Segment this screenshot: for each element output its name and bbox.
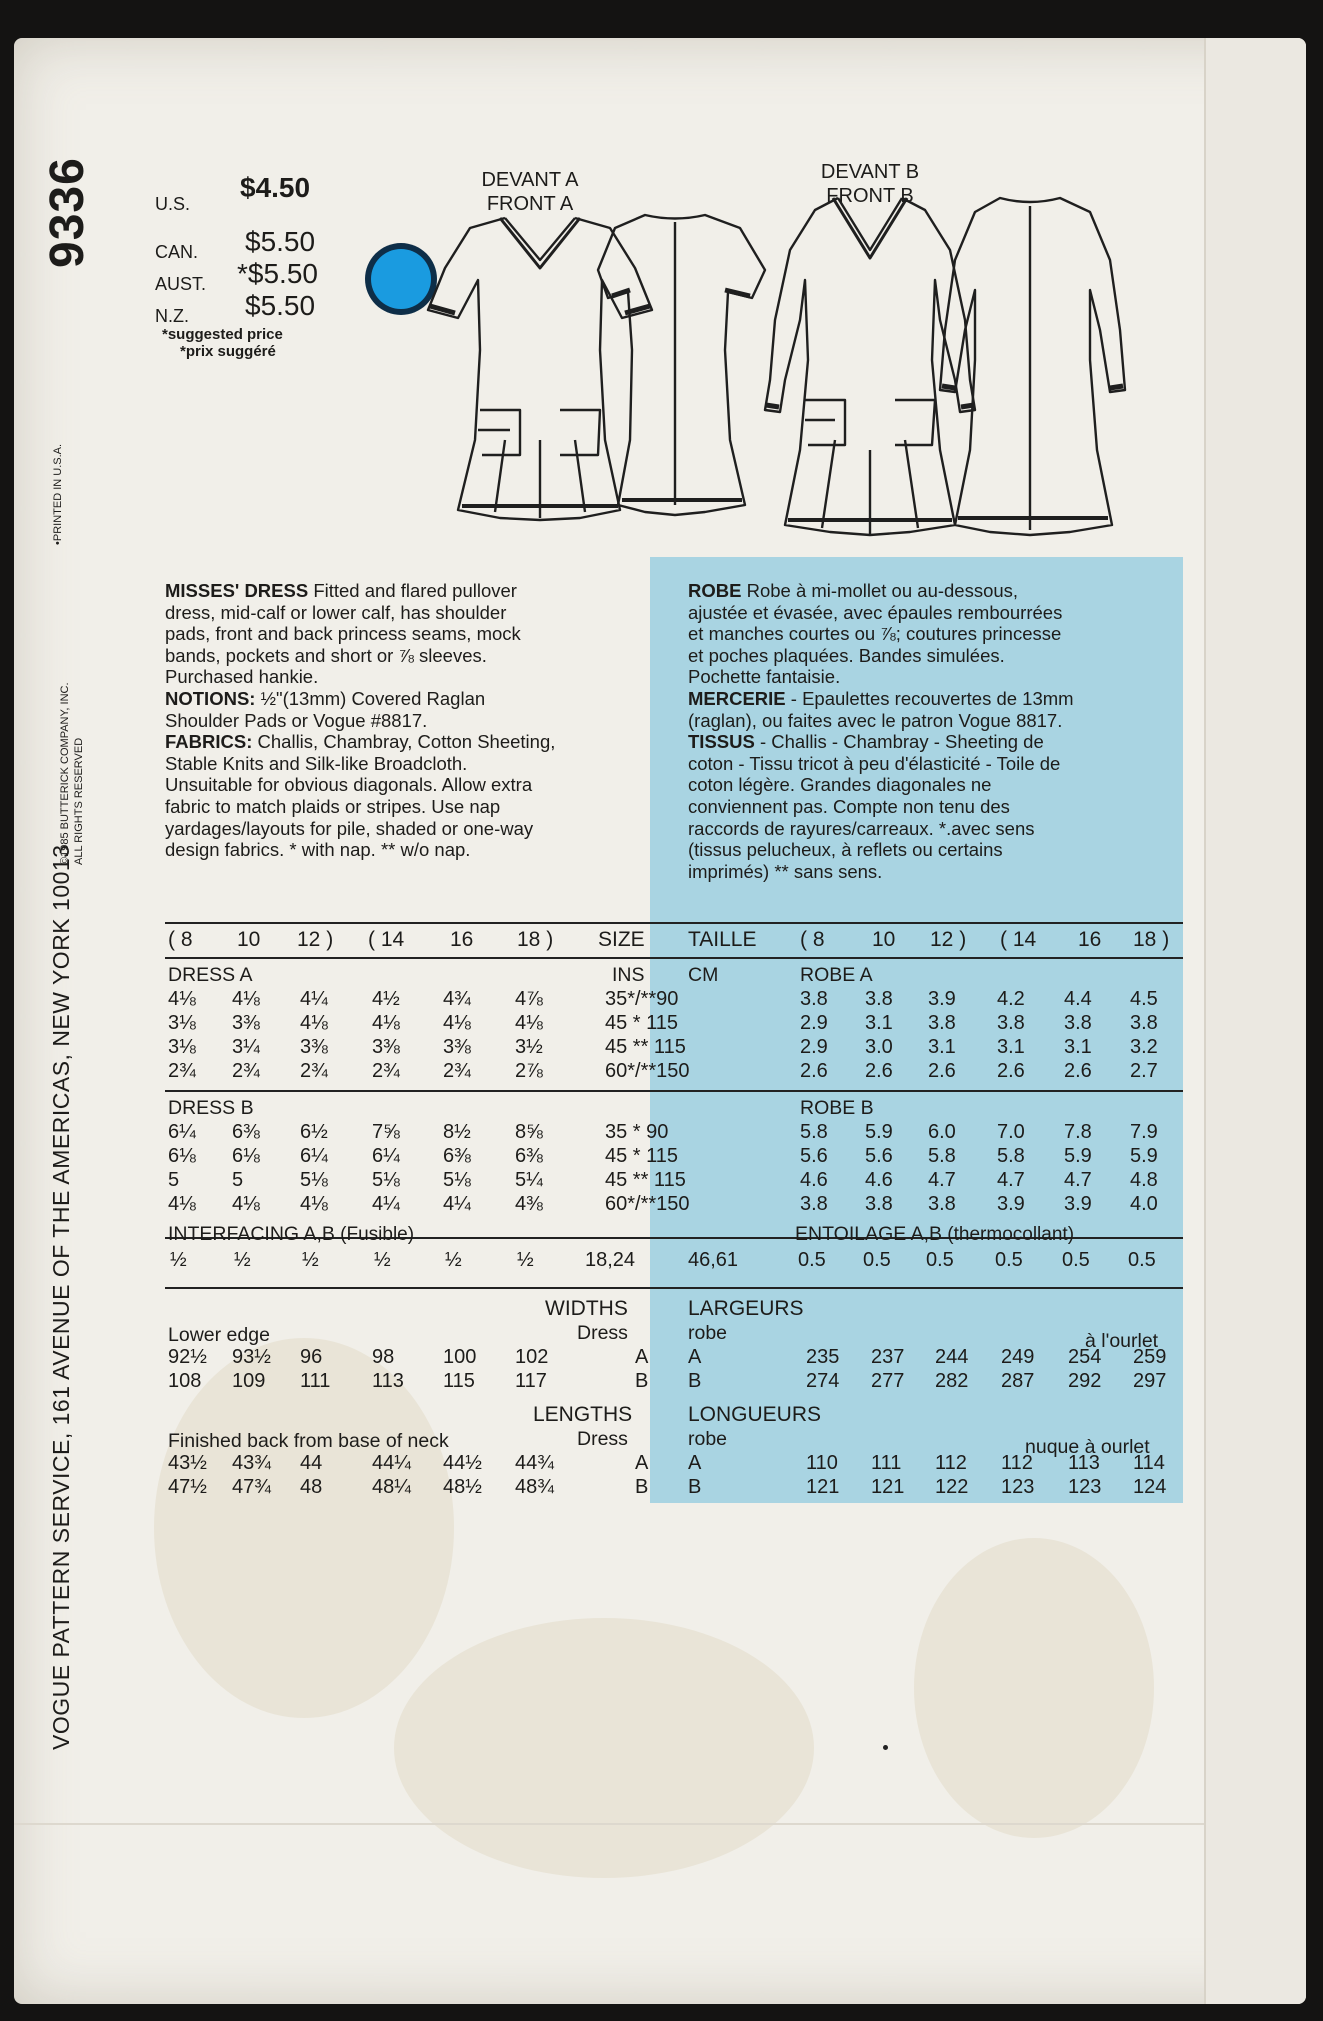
table-rule-interfacing: [165, 1287, 1183, 1289]
yardage-cell: 4⅛: [300, 1012, 328, 1034]
yardage-cell: 5⅛: [372, 1169, 400, 1191]
size-fr-10: 10: [872, 928, 896, 951]
meterage-cell: 4.8: [1130, 1169, 1158, 1191]
description-line: ajustée et évasée, avec épaules rembourrées: [688, 601, 1063, 623]
fabrics-label: FABRICS:: [165, 731, 253, 753]
meterage-cell: 3.8: [928, 1012, 956, 1034]
entoilage-label: ENTOILAGE A,B: [795, 1223, 943, 1245]
description-title-en: MISSES' DRESS: [165, 580, 309, 601]
size-en-18: 18 ): [517, 928, 554, 951]
meterage-cell: 3.8: [865, 1193, 893, 1215]
measure-cm-cell: 297: [1133, 1370, 1167, 1392]
yardage-cell: 2¾: [372, 1060, 400, 1082]
mercerie-label: MERCERIE: [688, 687, 786, 709]
measure-in-cell: 44¼: [372, 1452, 411, 1474]
yardage-cell: 6¼: [372, 1145, 400, 1167]
entoilage-note: (thermocollant): [942, 1224, 1075, 1245]
yardage-cell: 4⅛: [300, 1193, 328, 1215]
fabric-width: 45 * 115: [605, 1145, 679, 1167]
meterage-cell: 5.8: [928, 1145, 956, 1167]
yardage-cell: 4½: [372, 988, 400, 1010]
yardage-cell: 4⅛: [232, 1193, 260, 1215]
measure-in-cell: 44½: [443, 1452, 482, 1474]
view-label-fr: DEVANT B: [820, 161, 920, 183]
interfacing-yd-cell: ½: [302, 1249, 319, 1271]
measure-cm-cell: 249: [1001, 1346, 1035, 1368]
tissus-label: TISSUS: [688, 731, 755, 753]
measure-in-cell: 111: [300, 1370, 331, 1392]
yardage-cell: 4⅜: [515, 1193, 543, 1215]
description-line: Pochette fantaisie.: [688, 666, 841, 688]
size-fr-8: ( 8: [800, 928, 825, 951]
yardage-cell: 3⅜: [232, 1012, 260, 1034]
measure-cm-cell: 254: [1068, 1346, 1102, 1368]
meterage-cell: 4.6: [800, 1169, 828, 1191]
measure-cm-cell: 121: [871, 1476, 905, 1498]
price-amount: $5.50: [245, 226, 316, 257]
size-en-12: 12 ): [297, 928, 334, 951]
meterage-cell: 4.7: [1064, 1169, 1092, 1191]
size-en-10: 10: [237, 928, 261, 951]
yardage-cell: 8⅝: [515, 1121, 543, 1143]
measure-cm-cell: 277: [871, 1370, 905, 1392]
interfacing-m-cell: 0.5: [926, 1249, 954, 1271]
measure-in-cell: 100: [443, 1346, 477, 1368]
fabrics-text: Stable Knits and Silk-like Broadcloth.: [165, 752, 468, 774]
measure-cm-cell: 114: [1133, 1452, 1165, 1474]
measure-cm-cell: 292: [1068, 1370, 1102, 1392]
table-rule-header: [165, 957, 1183, 959]
view-letter: A: [635, 1452, 649, 1474]
yardage-cell: 2¾: [168, 1060, 196, 1082]
price-label: AUST.: [155, 274, 207, 294]
publisher-address: VOGUE PATTERN SERVICE, 161 AVENUE OF THE AMERICAS, NEW YORK 10013: [48, 844, 74, 1750]
meterage-cell: 4.7: [997, 1169, 1025, 1191]
description-en: [165, 580, 640, 861]
fabrics-text: Unsuitable for obvious diagonals. Allow extra: [165, 774, 533, 796]
widths-title: WIDTHS: [545, 1297, 628, 1320]
yardage-cell: 2⅞: [515, 1060, 543, 1082]
yardage-cell: 4⅛: [372, 1012, 400, 1034]
view-letter: B: [635, 1476, 649, 1498]
fabrics-text: yardages/layouts for pile, shaded or one-way: [165, 817, 534, 839]
meterage-cell: 3.2: [1130, 1036, 1158, 1058]
view-letter: B: [688, 1370, 702, 1392]
view-label-fr: DEVANT A: [481, 169, 579, 191]
meterage-cell: 5.6: [865, 1145, 893, 1167]
fabric-width: 60*/**150: [605, 1060, 690, 1082]
lengths-sub-en: Finished back from base of neck: [168, 1430, 449, 1452]
measure-cm-cell: 111: [871, 1452, 902, 1474]
price-label: N.Z.: [155, 306, 189, 326]
measure-cm-cell: 282: [935, 1370, 969, 1392]
dress-a-back-drawing: [598, 215, 765, 515]
yardage-cell: 4¾: [443, 988, 471, 1010]
description-line: et manches courtes ou ⅞; coutures princesse: [688, 623, 1062, 645]
measure-cm-cell: 112: [1001, 1452, 1033, 1474]
size-en-14: ( 14: [368, 928, 405, 951]
meterage-cell: 3.8: [800, 988, 828, 1010]
meterage-cell: 3.8: [800, 1193, 828, 1215]
tissus-text: conviennent pas. Compte non tenu des: [688, 795, 1010, 817]
measure-in-cell: 48: [300, 1476, 323, 1498]
view-letter: A: [635, 1346, 649, 1368]
meterage-cell: 4.5: [1130, 988, 1158, 1010]
measure-in-cell: 92½: [168, 1346, 207, 1368]
notions-text: ½"(13mm) Covered Raglan: [255, 687, 486, 709]
view-label-en: FRONT A: [486, 193, 574, 215]
meterage-cell: 2.7: [1130, 1060, 1158, 1082]
measure-cm-cell: 259: [1133, 1346, 1167, 1368]
copyright-line-2: ALL RIGHTS RESERVED: [73, 737, 85, 865]
yardage-cell: 2¾: [443, 1060, 471, 1082]
meterage-cell: 2.9: [800, 1036, 828, 1058]
interfacing-label-fr: [795, 1223, 1074, 1246]
yardage-cell: 3⅜: [443, 1036, 471, 1058]
meterage-cell: 6.0: [928, 1121, 956, 1143]
ink-speck: [883, 1745, 888, 1750]
yardage-cell: 5: [168, 1169, 180, 1191]
yardage-cell: 3⅛: [168, 1012, 196, 1034]
size-fr-16: 16: [1078, 928, 1102, 951]
pattern-number: 9336: [41, 157, 94, 268]
meterage-cell: 4.2: [997, 988, 1025, 1010]
meterage-cell: 7.8: [1064, 1121, 1092, 1143]
measure-in-cell: 44¾: [515, 1452, 554, 1474]
tissus-text: - Challis - Chambray - Sheeting de: [754, 731, 1044, 753]
dress-b-label: DRESS B: [168, 1097, 254, 1119]
measure-in-cell: 43¾: [232, 1452, 271, 1474]
yardage-cell: 4⅛: [168, 988, 196, 1010]
yardage-cell: 3⅜: [300, 1036, 328, 1058]
meterage-cell: 3.1: [865, 1012, 893, 1034]
measure-cm-cell: 122: [935, 1476, 969, 1498]
measure-in-cell: 93½: [232, 1346, 271, 1368]
fabrics-text: design fabrics. * with nap. ** w/o nap.: [165, 839, 471, 861]
yardage-cell: 6⅜: [232, 1121, 260, 1143]
price-amount: $4.50: [240, 172, 311, 203]
view-label-en: FRONT B: [826, 185, 914, 207]
notions-text: Shoulder Pads or Vogue #8817.: [165, 709, 428, 731]
unit-cm: CM: [688, 964, 719, 986]
yardage-cell: 4⅛: [443, 1012, 471, 1034]
meterage-cell: 5.8: [800, 1121, 828, 1143]
meterage-cell: 5.8: [997, 1145, 1025, 1167]
price-label: U.S.: [155, 194, 191, 214]
meterage-cell: 3.1: [928, 1036, 956, 1058]
interfacing-m-cell: 0.5: [863, 1249, 891, 1271]
meterage-cell: 3.8: [997, 1012, 1025, 1034]
measure-cm-cell: 237: [871, 1346, 905, 1368]
garment-illustrations: [0, 0, 1323, 560]
yardage-cell: 6⅜: [443, 1145, 471, 1167]
interfacing-width-in: 18,24: [585, 1249, 636, 1271]
copyright-line-1: ©1985 BUTTERICK COMPANY, INC.: [59, 682, 71, 865]
measure-cm-cell: 121: [806, 1476, 840, 1498]
measure-cm-cell: 112: [935, 1452, 967, 1474]
tissus-text: imprimés) ** sans sens.: [688, 860, 883, 882]
yardage-cell: 8½: [443, 1121, 471, 1143]
size-fr-18: 18 ): [1133, 928, 1170, 951]
size-label: SIZE: [598, 928, 645, 951]
yardage-cell: 6¼: [300, 1145, 328, 1167]
printed-in: •PRINTED IN U.S.A.: [52, 443, 64, 545]
measure-in-cell: 117: [515, 1370, 547, 1392]
fabric-width: 35*/**90: [605, 988, 679, 1010]
interfacing-yd-cell: ½: [374, 1249, 391, 1271]
interfacing-m-cell: 0.5: [798, 1249, 826, 1271]
yardage-cell: 4⅛: [515, 1012, 543, 1034]
measure-in-cell: 47½: [168, 1476, 207, 1498]
measure-in-cell: 48¼: [372, 1476, 411, 1498]
measure-cm-cell: 113: [1068, 1452, 1100, 1474]
view-letter: B: [635, 1370, 649, 1392]
tissus-text: coton - Tissu tricot à peu d'élasticité - Toile de: [688, 752, 1061, 774]
interfacing-yd-cell: ½: [445, 1249, 462, 1271]
yardage-cell: 2¾: [300, 1060, 328, 1082]
unit-ins: INS: [612, 964, 645, 986]
price-label: CAN.: [155, 242, 199, 262]
fabric-width: 45 ** 115: [605, 1169, 686, 1191]
mercerie-text: - Epaulettes recouvertes de 13mm: [785, 687, 1074, 709]
measure-cm-cell: 244: [935, 1346, 969, 1368]
yardage-cell: 4⅛: [232, 988, 260, 1010]
lengths-sub-fr: nuque à ourlet: [1025, 1436, 1150, 1458]
meterage-cell: 3.8: [928, 1193, 956, 1215]
measure-in-cell: 96: [300, 1346, 323, 1368]
meterage-cell: 2.6: [865, 1060, 893, 1082]
widths-sub-en: Lower edge: [168, 1324, 270, 1346]
description-line: bands, pockets and short or ⅞ sleeves.: [165, 644, 487, 666]
size-en-16: 16: [450, 928, 474, 951]
notions-label: NOTIONS:: [165, 687, 256, 709]
interfacing-width-cm: 46,61: [688, 1249, 739, 1271]
yardage-cell: 3½: [515, 1036, 543, 1058]
meterage-cell: 2.6: [928, 1060, 956, 1082]
meterage-cell: 3.8: [1064, 1012, 1092, 1034]
fabric-width: 45 * 115: [605, 1012, 679, 1034]
fold-line: [14, 1823, 1204, 1825]
yardage-cell: 3⅜: [372, 1036, 400, 1058]
yardage-cell: 4¼: [443, 1193, 471, 1215]
description-line: Fitted and flared pullover: [308, 580, 517, 601]
measure-cm-cell: 123: [1001, 1476, 1035, 1498]
measure-in-cell: 108: [168, 1370, 202, 1392]
yardage-cell: 4⅞: [515, 988, 543, 1010]
description-fr: [688, 580, 1183, 882]
meterage-cell: 3.9: [928, 988, 956, 1010]
description-line: Purchased hankie.: [165, 666, 319, 688]
interfacing-note: (Fusible): [334, 1224, 415, 1245]
fabrics-text: Challis, Chambray, Cotton Sheeting,: [252, 731, 556, 753]
meterage-cell: 3.8: [865, 988, 893, 1010]
measure-in-cell: 47¾: [232, 1476, 271, 1498]
yardage-cell: 7⅝: [372, 1121, 400, 1143]
view-letter: B: [688, 1476, 702, 1498]
measure-in-cell: 98: [372, 1346, 395, 1368]
lengths-title: LENGTHS: [533, 1403, 633, 1426]
robe-b-label: ROBE B: [800, 1097, 874, 1119]
price-amount: $5.50: [245, 290, 316, 321]
meterage-cell: 3.1: [1064, 1036, 1092, 1058]
interfacing-m-cell: 0.5: [1062, 1249, 1090, 1271]
meterage-cell: 4.4: [1064, 988, 1092, 1010]
interfacing-label-en: [168, 1223, 414, 1246]
dress-b-front-drawing: [765, 198, 975, 535]
tissus-text: coton légère. Grandes diagonales ne: [688, 774, 992, 796]
fabric-width: 35 * 90: [605, 1121, 669, 1143]
measure-cm-cell: 287: [1001, 1370, 1035, 1392]
largeurs-title: LARGEURS: [688, 1297, 804, 1320]
longueurs-title: LONGUEURS: [688, 1403, 822, 1426]
meterage-cell: 4.7: [928, 1169, 956, 1191]
meterage-cell: 7.0: [997, 1121, 1025, 1143]
measure-in-cell: 102: [515, 1346, 549, 1368]
measure-cm-cell: 110: [806, 1452, 838, 1474]
yardage-cell: 4¼: [372, 1193, 400, 1215]
interfacing-m-cell: 0.5: [1128, 1249, 1156, 1271]
measure-in-cell: 48½: [443, 1476, 482, 1498]
yardage-cell: 6¼: [168, 1121, 196, 1143]
measure-in-cell: 43½: [168, 1452, 207, 1474]
price-note-en: *suggested price: [162, 326, 283, 343]
measure-in-cell: 109: [232, 1370, 266, 1392]
description-line: et poches plaquées. Bandes simulées.: [688, 644, 1005, 666]
meterage-cell: 5.6: [800, 1145, 828, 1167]
table-rule-top: [165, 922, 1183, 924]
table-rule-a: [165, 1090, 1183, 1092]
measure-cm-cell: 123: [1068, 1476, 1102, 1498]
yardage-cell: 2¾: [232, 1060, 260, 1082]
size-en-8: ( 8: [168, 928, 193, 951]
meterage-cell: 4.0: [1130, 1193, 1158, 1215]
mercerie-text: (raglan), ou faites avec le patron Vogue 8817.: [688, 709, 1063, 731]
price-note-fr: *prix suggéré: [180, 343, 276, 360]
lengths-dress-label: Dress: [577, 1428, 628, 1450]
meterage-cell: 2.6: [997, 1060, 1025, 1082]
fabric-width: 45 ** 115: [605, 1036, 686, 1058]
yardage-cell: 5¼: [515, 1169, 543, 1191]
fabrics-text: fabric to match plaids or stripes. Use nap: [165, 795, 501, 817]
meterage-cell: 3.9: [997, 1193, 1025, 1215]
widths-sub-fr: à l'ourlet: [1085, 1330, 1159, 1352]
widths-dress-label: Dress: [577, 1322, 628, 1344]
yardage-cell: 6⅛: [232, 1145, 260, 1167]
dress-a-label: DRESS A: [168, 964, 253, 986]
description-line: Robe à mi-mollet ou au-dessous,: [741, 580, 1019, 601]
measure-in-cell: 48¾: [515, 1476, 554, 1498]
yardage-cell: 5⅛: [300, 1169, 328, 1191]
yardage-cell: 6⅛: [168, 1145, 196, 1167]
view-letter: A: [688, 1452, 702, 1474]
measure-cm-cell: 274: [806, 1370, 840, 1392]
interfacing-m-cell: 0.5: [995, 1249, 1023, 1271]
yardage-cell: 5: [232, 1169, 244, 1191]
measure-in-cell: 113: [372, 1370, 404, 1392]
interfacing-label: INTERFACING A,B: [168, 1223, 335, 1245]
measure-in-cell: 115: [443, 1370, 475, 1392]
robe-a-label: ROBE A: [800, 964, 873, 986]
size-fr-14: ( 14: [1000, 928, 1037, 951]
meterage-cell: 2.6: [800, 1060, 828, 1082]
yardage-cell: 4¼: [300, 988, 328, 1010]
price-amount: *$5.50: [237, 258, 318, 289]
widths-robe-label: robe: [688, 1322, 728, 1344]
meterage-cell: 2.6: [1064, 1060, 1092, 1082]
meterage-cell: 3.9: [1064, 1193, 1092, 1215]
dress-a-front-drawing: [428, 218, 652, 520]
yardage-cell: 6½: [300, 1121, 328, 1143]
meterage-cell: 5.9: [1064, 1145, 1092, 1167]
copyright-notice: [58, 682, 86, 865]
meterage-cell: 3.8: [1130, 1012, 1158, 1034]
taille-label: TAILLE: [688, 928, 757, 951]
meterage-cell: 5.9: [1130, 1145, 1158, 1167]
yardage-cell: 3⅛: [168, 1036, 196, 1058]
fabric-width: 60*/**150: [605, 1193, 690, 1215]
description-line: dress, mid-calf or lower calf, has shoulder: [165, 601, 507, 623]
description-title-fr: ROBE: [688, 580, 742, 601]
tissus-text: (tissus pelucheux, à reflets ou certains: [688, 839, 1003, 861]
interfacing-yd-cell: ½: [517, 1249, 534, 1271]
description-line: pads, front and back princess seams, mock: [165, 623, 521, 645]
measure-cm-cell: 235: [806, 1346, 840, 1368]
size-fr-12: 12 ): [930, 928, 967, 951]
yardage-cell: 3¼: [232, 1036, 260, 1058]
meterage-cell: 3.1: [997, 1036, 1025, 1058]
meterage-cell: 5.9: [865, 1121, 893, 1143]
meterage-cell: 2.9: [800, 1012, 828, 1034]
yardage-cell: 4⅛: [168, 1193, 196, 1215]
measure-cm-cell: 124: [1133, 1476, 1167, 1498]
meterage-cell: 4.6: [865, 1169, 893, 1191]
meterage-cell: 7.9: [1130, 1121, 1158, 1143]
yardage-cell: 6⅜: [515, 1145, 543, 1167]
yardage-cell: 5⅛: [443, 1169, 471, 1191]
interfacing-yd-cell: ½: [170, 1249, 187, 1271]
lengths-robe-label: robe: [688, 1428, 728, 1450]
tissus-text: raccords de rayures/carreaux. *.avec sens: [688, 817, 1035, 839]
meterage-cell: 3.0: [865, 1036, 893, 1058]
interfacing-yd-cell: ½: [234, 1249, 251, 1271]
view-letter: A: [688, 1346, 702, 1368]
measure-in-cell: 44: [300, 1452, 323, 1474]
